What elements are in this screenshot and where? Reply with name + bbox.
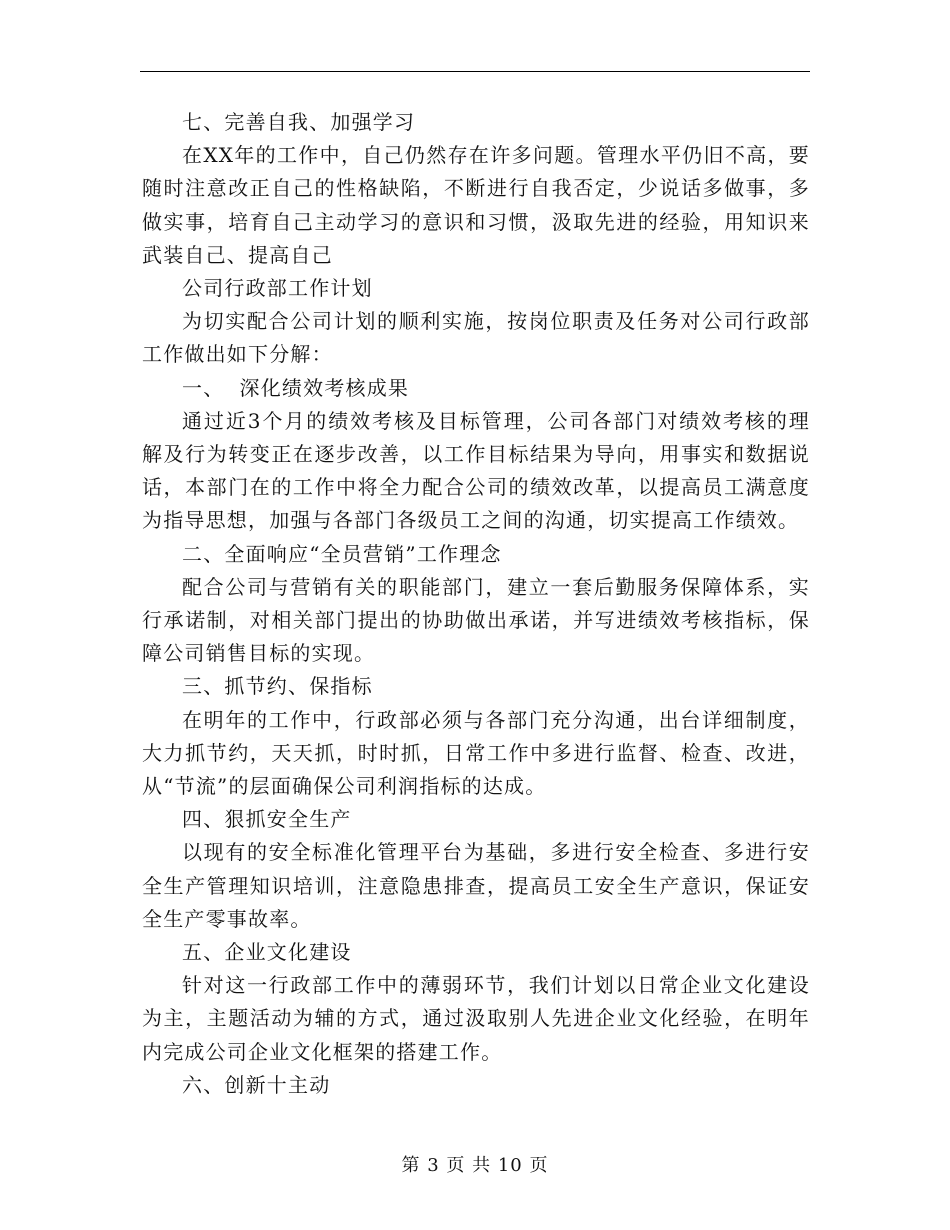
heading-2: 二、全面响应“全员营销”工作理念 — [182, 541, 502, 566]
heading-7: 七、完善自我、加强学习 — [182, 110, 416, 134]
paragraph: 通过近3个月的绩效考核及目标管理，公司各部门对绩效考核的理解及行为转变正在逐步改善，以工作目标结果为导向，用事实和数据说话，本部门在的工作中将全力配合公司的绩效改革，以提高员工满意度为指导思想，加强与各部门各级员工之间的沟通，切实提高工作绩效。 — [142, 408, 810, 533]
page-number-footer: 第 3 页 共 10 页 — [401, 1155, 549, 1176]
section-title: 公司行政部工作计划 — [182, 276, 373, 301]
paragraph: 配合公司与营销有关的职能部门，建立一套后勤服务保障体系，实行承诺制，对相关部门提出的协助做出承诺，并写进绩效考核指标，保障公司销售目标的实现。 — [142, 574, 810, 666]
paragraph: 在XX年的工作中，自己仍然存在许多问题。管理水平仍旧不高，要随时注意改正自己的性格缺陷，不断进行自我否定，少说话多做事，多做实事，培育自己主动学习的意识和习惯，汲取先进的经验，用知识来武装自己、提高自己 — [142, 143, 810, 267]
paragraph: 以现有的安全标准化管理平台为基础，多进行安全检查、多进行安全生产管理知识培训，注意隐患排查，提高员工安全生产意识，保证安全生产零事故率。 — [142, 840, 810, 931]
heading-3: 三、抓节约、保指标 — [182, 674, 373, 699]
paragraph: 为切实配合公司计划的顺利实施，按岗位职责及任务对公司行政部工作做出如下分解： — [142, 309, 810, 367]
heading-1: 一、 深化绩效考核成果 — [182, 375, 410, 400]
paragraph: 针对这一行政部工作中的薄弱环节，我们计划以日常企业文化建设为主，主题活动为辅的方式，通过汲取别人先进企业文化经验，在明年内完成公司企业文化框架的搭建工作。 — [142, 973, 810, 1064]
body-text — [142, 106, 810, 1102]
paragraph: 在明年的工作中，行政部必须与各部门充分沟通，出台详细制度，大力抓节约，天天抓，时时抓，日常工作中多进行监督、检查、改进，从“节流”的层面确保公司利润指标的达成。 — [142, 707, 810, 799]
heading-4: 四、狠抓安全生产 — [182, 807, 352, 832]
header-rule — [140, 71, 810, 72]
heading-6: 六、创新十主动 — [182, 1072, 331, 1097]
heading-5: 五、企业文化建设 — [182, 940, 352, 965]
